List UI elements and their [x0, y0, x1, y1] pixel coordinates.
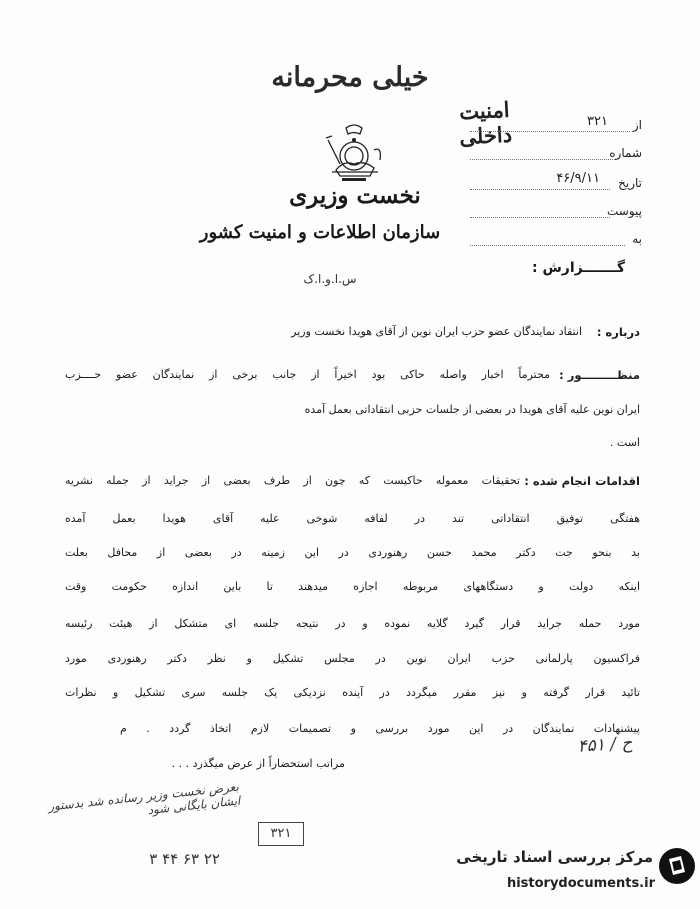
to-line: [470, 244, 625, 246]
margin-note: ح / ۴۵۱: [576, 733, 634, 757]
content-line-3: است .: [609, 436, 640, 449]
actions-line-4: اینکه دولت و دستگاههای مربوطه اجازه میدهند تا باین اندازه حکومت وقت: [65, 580, 640, 593]
from-line: [470, 130, 630, 132]
archive-logo-icon: [657, 846, 697, 886]
agency-code: س.ا.و.ا.ک: [303, 272, 357, 286]
number-label: شماره: [609, 146, 642, 160]
number-line: [470, 158, 615, 160]
bottom-numbers: ۲۲ ۶۳ ۴۴ ۳: [149, 850, 220, 868]
date-line: [470, 188, 610, 190]
actions-line-9: مراتب استحضاراً از عرض میگذرد . . .: [171, 757, 345, 770]
classification-stamp: امنیت داخلی: [458, 96, 513, 150]
actions-line-5: مورد حمله جراید قرار گیرد گلایه نموده و در نتیجه جلسه ای متشکل از هیئت رئیسه: [65, 617, 640, 630]
report-title: گـــــــزارش :: [532, 260, 625, 276]
actions-line-6: فراکسیون پارلمانی حزب ایران نوین در مجلس تشکیل و نظر دکتر رهنوردی مورد: [65, 652, 640, 665]
content-line-2: ایران نوین علیه آقای هویدا در بعضی از جلسات حزبی انتقاداتی بعمل آمده: [304, 403, 640, 416]
from-label: از: [632, 118, 642, 132]
content-label: منظـــــــــور :: [559, 368, 640, 382]
to-label: به: [632, 232, 642, 246]
watermark: [415, 842, 697, 902]
subject-text: انتقاد نمایندگان عضو حزب ایران نوین از آقای هویدا نخست وزیر: [291, 325, 582, 338]
actions-line-1: تحقیقات معموله حاکیست که چون از طرف بعضی از جراید از جمله نشریه: [65, 474, 520, 487]
watermark-line-2: historydocuments.ir: [506, 876, 655, 891]
from-value: ۳۲۱: [587, 114, 608, 129]
actions-line-2: هفتگی توفیق انتقاداتی تند در لفافه شوخی علیه آقای هویدا بعمل آمده: [65, 512, 640, 525]
attachment-line: [470, 216, 610, 218]
date-value: ۴۶/۹/۱۱: [556, 171, 600, 186]
ministry-name: نخست وزیری: [289, 182, 421, 209]
actions-line-8: پیشنهادات نمایندگان در این مورد بررسی و تصمیمات لازم اتخاذ گردد . م: [120, 722, 640, 735]
subject-label: درباره :: [596, 325, 640, 339]
attachment-label: پیوست: [607, 204, 642, 218]
classification-title: خیلی محرمانه: [271, 62, 429, 93]
handwritten-annotation: بعرض نخست وزیر رسانده شد بدستور ایشان بایگانی شود: [47, 779, 241, 818]
watermark-line-1: مرکز بررسی اسناد تاریخی: [456, 848, 653, 866]
content-line-1: محترماً اخبار واصله حاکی بود اخیراً از جانب برخی از نمایندگان عضو حــــزب: [65, 368, 550, 381]
date-label: تاریخ: [618, 176, 642, 190]
actions-line-3: بد بنحو جت دکتر محمد حسن رهنوردی در این زمینه در بعضی از محافل بعلت: [65, 546, 640, 559]
agency-name: سازمان اطلاعات و امنیت کشور: [199, 222, 441, 243]
lion-and-sun-emblem-icon: [318, 120, 390, 188]
actions-label: اقدامات انجام شده :: [524, 474, 640, 488]
bottom-number-box: ۳۲۱: [258, 822, 304, 846]
actions-line-7: تائید قرار گرفته و نیز مقرر میگردد در آینده نزدیکی یک جلسه سری تشکیل و نظرات: [65, 686, 640, 699]
